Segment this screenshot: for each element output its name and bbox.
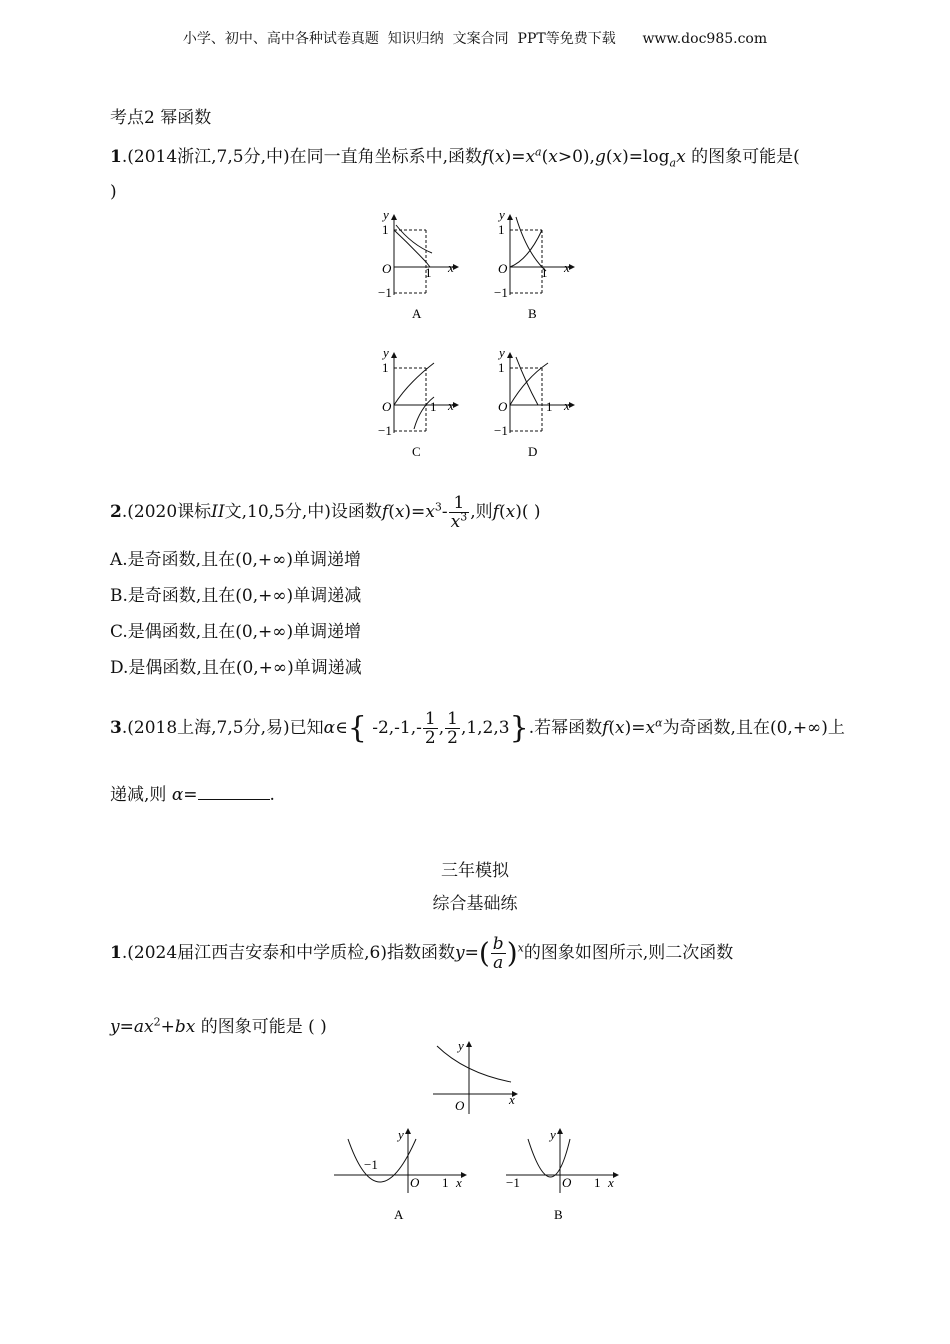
graph-c [378,345,458,459]
question-3-line2: 递减,则 α= . [110,785,275,805]
q1-graphs [370,205,590,465]
svg-text:−1: −1 [494,423,508,438]
practice-1: 1.(2024届江西吉安泰和中学质检,6)指数函数y=( $\frac{b}{a}$ )$^x$的图象如图所示,则二次函数 [110,934,734,973]
svg-text:x: x [564,260,570,275]
svg-text:O: O [382,261,392,276]
svg-text:1: 1 [546,399,553,414]
choice-b: B.是奇函数,且在(0,+∞)单调递减 [110,586,362,606]
svg-text:1: 1 [430,399,437,414]
p1-option-a: A [394,1207,404,1222]
svg-text:−1: −1 [364,1157,378,1172]
svg-text:1: 1 [425,265,432,280]
question-2: 2.(2020课标II文,10,5分,中)设函数$f(x)=x^3-$ $\frac{1}{x^3}$ ,则f(x)( ) [110,493,541,532]
svg-text:x: x [509,1092,515,1107]
choice-c: C.是偶函数,且在(0,+∞)单调递增 [110,622,362,642]
svg-text:1: 1 [541,265,548,280]
svg-text:O: O [498,261,508,276]
svg-text:x: x [456,1175,462,1190]
svg-text:−1: −1 [494,285,508,300]
graph-a [378,207,458,321]
question-1-paren: ) [110,182,117,202]
svg-text:y: y [499,345,505,360]
graph-p1-b [506,1127,618,1222]
svg-text:y: y [383,207,389,222]
svg-text:O: O [382,399,392,414]
option-label-a: A [412,306,422,321]
svg-text:O: O [410,1175,420,1190]
heading-sanian: 三年模拟 [441,861,509,881]
exp-graph [425,1038,525,1118]
question-1: 1.(2014浙江,7,5分,中)在同一直角坐标系中,函数$f(x)=x^a(x>0),g(x)=\log_ax$ 的图象可能是( [110,145,800,170]
svg-text:1: 1 [498,360,505,375]
svg-text:1: 1 [382,222,389,237]
p1-graphs [330,1125,630,1225]
svg-text:x: x [448,398,454,413]
svg-text:O: O [562,1175,572,1190]
p1-option-b: B [554,1207,563,1222]
svg-text:1: 1 [442,1175,449,1190]
svg-text:−1: −1 [506,1175,520,1190]
svg-text:y: y [383,345,389,360]
graph-p1-a [334,1127,466,1222]
heading-zonghe: 综合基础练 [432,894,518,914]
svg-text:y: y [398,1127,404,1142]
choice-d: D.是偶函数,且在(0,+∞)单调递减 [110,658,362,678]
svg-text:−1: −1 [378,423,392,438]
section-title: 考点2 幂函数 [110,108,212,128]
practice-1-line2: $y=ax^2+bx$ 的图象可能是 ( ) [110,1015,327,1037]
page-header: 小学、初中、高中各种试卷真题 知识归纳 文案合同 PPT等免费下载 www.doc985.com [182,31,768,47]
svg-text:−1: −1 [378,285,392,300]
svg-text:O: O [455,1098,465,1113]
option-label-c: C [412,444,421,459]
choice-a: A.是奇函数,且在(0,+∞)单调递增 [110,550,361,570]
graph-b [494,207,574,321]
answer-blank[interactable] [198,785,270,800]
svg-text:y: y [550,1127,556,1142]
graph-d [494,345,574,459]
question-3: 3.(2018上海,7,5分,易)已知α∈{ -2,-1,- $\frac{1}{2}$ , $\frac{1}{2}$ ,1,2,3}.若幂函数$f(x)=x^\alpha$为奇函数,且在(0,+∞)上 [110,709,845,748]
svg-text:x: x [448,260,454,275]
svg-text:y: y [499,207,505,222]
option-label-b: B [528,306,537,321]
svg-text:x: x [564,398,570,413]
svg-text:1: 1 [594,1175,601,1190]
svg-text:1: 1 [382,360,389,375]
svg-text:x: x [608,1175,614,1190]
svg-text:y: y [458,1038,464,1053]
svg-text:O: O [498,399,508,414]
svg-text:1: 1 [498,222,505,237]
option-label-d: D [528,444,538,459]
